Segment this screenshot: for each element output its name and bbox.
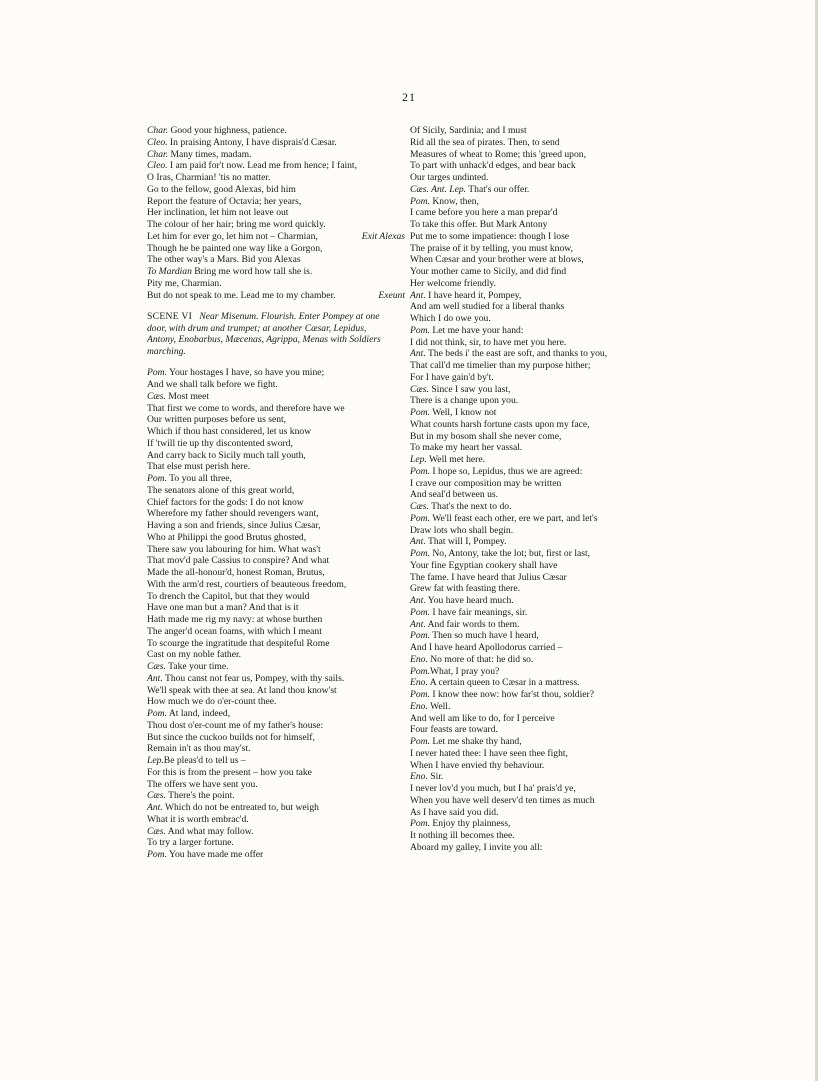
verse-line — [147, 532, 397, 544]
verse-line — [410, 313, 672, 325]
speaker-name: Pom. — [410, 465, 430, 477]
line-text: Bring me word how tall she is. — [191, 266, 313, 277]
verse-line — [147, 438, 397, 450]
line-text: Then so much have I heard, — [429, 630, 539, 642]
verse-line — [147, 779, 397, 791]
verse-line — [147, 732, 397, 744]
verse-line — [410, 513, 672, 525]
line-text: In praising Antony, I have disprais'd Cæsar. — [167, 136, 337, 148]
line-text: Let me shake thy hand, — [429, 736, 522, 747]
speaker-name: Cæs. — [410, 383, 429, 395]
line-text: I crave our composition may be written — [410, 477, 562, 489]
verse-line — [147, 450, 397, 462]
line-text: To try a larger fortune. — [147, 837, 234, 849]
speaker-name: Pom. — [147, 473, 167, 484]
line-text: Rid all the sea of pirates. Then, to send — [410, 136, 560, 148]
line-text: To make my heart her vassal. — [410, 442, 523, 454]
line-text: Of Sicily, Sardinia; and I must — [410, 125, 527, 136]
verse-line — [147, 579, 397, 591]
verse-line — [410, 431, 672, 443]
speech-block — [147, 125, 397, 231]
line-text: Thou dost o'er-count me of my father's house: — [147, 719, 324, 731]
line-text: Let him for ever go, let him not – Charmian, — [147, 230, 318, 242]
verse-line — [147, 172, 397, 184]
line-text: I came before you here a man prepar'd — [410, 207, 558, 219]
verse-line — [410, 442, 672, 454]
line-text: Know, then, — [429, 195, 479, 207]
verse-line — [410, 149, 672, 161]
verse-line — [410, 630, 672, 642]
speaker-name: Ant. — [147, 802, 163, 813]
line-text: Four feasts are toward. — [410, 724, 498, 736]
line-text: Which do not be entreated to, but weigh — [162, 802, 319, 813]
verse-line — [410, 360, 672, 372]
line-text: What it is worth embrac'd. — [147, 813, 249, 825]
verse-line — [410, 384, 672, 396]
line-text: The colour of her hair; bring me word quickly. — [147, 219, 326, 230]
verse-line — [410, 525, 672, 537]
line-text: No more of that: he did so. — [427, 653, 534, 665]
verse-line — [147, 403, 397, 415]
line-text: No, Antony, take the lot; but, first or last, — [429, 548, 591, 559]
verse-line — [410, 689, 672, 701]
line-text: Our written purposes before us sent, — [147, 414, 287, 426]
verse-line — [147, 278, 397, 290]
verse-line — [147, 497, 397, 509]
speaker-name: Pom. — [410, 736, 430, 747]
scene-label: SCENE VI — [147, 311, 193, 323]
line-text: The other way's a Mars. Bid you Alexas — [147, 254, 301, 266]
verse-line — [410, 231, 672, 243]
line-text: Put me to some impatience: though I lose — [410, 230, 570, 242]
verse-line — [410, 348, 672, 360]
verse-line — [410, 607, 672, 619]
speech-block — [147, 243, 397, 290]
verse-line — [410, 219, 672, 231]
speech-block — [147, 367, 397, 861]
exit-line — [147, 230, 405, 243]
speaker-name: Cæs. — [147, 661, 166, 672]
line-text: Made the all-honour'd, honest Roman, Brutus, — [147, 567, 325, 578]
line-text: Your fine Egyptian cookery shall have — [410, 559, 558, 571]
line-text: With the arm'd rest, courtiers of beauteous freedom, — [147, 578, 347, 590]
line-text: Thou canst not fear us, Pompey, with thy sails. — [162, 672, 345, 684]
line-text: Remain in't as thou may'st. — [147, 743, 251, 755]
line-text: When Cæsar and your brother were at blows, — [410, 254, 584, 266]
line-text: Have one man but a man? And that is it — [147, 602, 299, 614]
line-text: You have made me offer — [166, 849, 264, 860]
verse-line — [147, 379, 397, 391]
verse-line — [147, 461, 397, 473]
line-text: Aboard my galley, I invite you all: — [410, 841, 543, 853]
line-text: Hath made me rig my navy: at whose burthen — [147, 614, 323, 625]
speaker-name: Eno. — [410, 653, 428, 665]
speaker-name: Cleo. — [147, 136, 168, 148]
speaker-name: Eno. — [410, 700, 428, 712]
speaker-name: Ant. — [410, 536, 426, 548]
verse-line — [410, 595, 672, 607]
line-text: Go to the fellow, good Alexas, bid him — [147, 183, 296, 195]
verse-line — [147, 149, 397, 161]
speaker-name: Pom. — [147, 708, 167, 719]
speaker-name: Eno. — [410, 771, 428, 783]
verse-line — [147, 567, 397, 579]
line-text: There's the point. — [165, 790, 235, 802]
verse-line — [147, 243, 397, 255]
speaker-name: Pom. — [410, 665, 430, 677]
line-text: Having a son and friends, since Julius Cæsar, — [147, 520, 321, 531]
verse-line — [147, 826, 397, 838]
speaker-name: Cæs. — [147, 825, 166, 837]
speaker-name: Cæs. — [147, 390, 166, 402]
line-text: The beds i' the east are soft, and thanks to you, — [425, 348, 608, 360]
line-text: If 'twill tie up thy discontented sword, — [147, 437, 293, 449]
speaker-name: Char. — [147, 148, 169, 160]
line-text: Well met here. — [426, 454, 485, 465]
verse-line — [410, 160, 672, 172]
verse-line — [147, 802, 397, 814]
speaker-name: Pom. — [410, 512, 430, 524]
verse-line — [410, 489, 672, 501]
verse-line — [410, 548, 672, 560]
spacer — [147, 301, 397, 311]
verse-line — [410, 677, 672, 689]
line-text: The senators alone of this great world, — [147, 484, 295, 496]
scene-heading — [147, 311, 397, 357]
line-text: Draw lots who shall begin. — [410, 524, 514, 536]
speaker-name: Ant. — [410, 348, 426, 360]
verse-line — [147, 184, 397, 196]
line-text: There is a change upon you. — [410, 395, 519, 407]
line-text: At land, indeed, — [166, 708, 231, 719]
line-text: Her inclination, let him not leave out — [147, 207, 289, 219]
line-text: Her welcome friendly. — [410, 277, 496, 289]
line-text: I did not think, sir, to have met you here. — [410, 336, 567, 348]
line-text: Good your highness, patience. — [168, 125, 287, 136]
line-text: Well, I know not — [429, 407, 497, 418]
scene-direction: Near Misenum. Flourish. Enter Pompey at one door, with drum and trumpet; at another Cæsar, Lepidus, Antony, Enobarbus, Mæcenas, Agrippa, Menas with Soldiers marching. — [147, 311, 381, 357]
line-text: Report the feature of Octavia; her years, — [147, 195, 302, 207]
verse-line — [147, 790, 397, 802]
verse-line — [410, 842, 672, 854]
line-text: I know thee now: how far'st thou, soldier? — [429, 689, 594, 700]
line-text: What counts harsh fortune casts upon my face, — [410, 418, 590, 430]
line-text: Your mother came to Sicily, and did find — [410, 266, 567, 277]
line-text: Who at Philippi the good Brutus ghosted, — [147, 531, 307, 543]
line-text: You have heard much. — [425, 595, 514, 606]
line-text: To drench the Capitol, but that they would — [147, 590, 310, 602]
verse-line — [410, 301, 672, 313]
left-column — [147, 125, 405, 861]
speech-block — [410, 125, 672, 854]
verse-line — [147, 414, 397, 426]
line-text: Which if thou hast considered, let us know — [147, 426, 312, 437]
line-text: For this is from the present – how you take — [147, 766, 312, 778]
verse-line — [410, 501, 672, 513]
line-text: And we shall talk before we fight. — [147, 379, 278, 390]
page-number: 21 — [402, 90, 416, 104]
verse-line — [147, 743, 397, 755]
speaker-name: Cæs. — [410, 501, 429, 512]
verse-line — [410, 783, 672, 795]
verse-line — [147, 649, 397, 661]
line-text: We'll feast each other, ere we part, and let's — [429, 512, 598, 524]
verse-line — [410, 125, 672, 137]
verse-line — [410, 795, 672, 807]
line-text: Pity me, Charmian. — [147, 277, 222, 289]
line-text: O Iras, Charmian! 'tis no matter. — [147, 172, 271, 183]
verse-line — [147, 837, 397, 849]
line-text: Many times, madam. — [168, 148, 252, 160]
verse-line — [147, 555, 397, 567]
speaker-name: Eno. — [410, 677, 428, 689]
verse-line — [410, 325, 672, 337]
line-text: But since the cuckoo builds not for himself, — [147, 731, 315, 743]
speaker-name: Pom. — [410, 195, 430, 207]
stage-direction: Exeunt — [378, 289, 405, 301]
verse-line — [410, 243, 672, 255]
line-text: I never lov'd you much, but I ha' prais'd ye, — [410, 783, 576, 794]
verse-line — [410, 254, 672, 266]
verse-line — [410, 478, 672, 490]
verse-line — [410, 654, 672, 666]
speaker-name: Pom. — [410, 407, 430, 418]
speaker-name: Lep. — [147, 755, 164, 766]
line-text: Enjoy thy plainness, — [429, 818, 511, 830]
line-text: Sir. — [427, 771, 444, 783]
line-text: When I have envied thy behaviour. — [410, 759, 545, 771]
line-text: To part with unhack'd edges, and bear back — [410, 160, 576, 172]
line-text: To take this offer. But Mark Antony — [410, 219, 548, 230]
line-text: It nothing ill becomes thee. — [410, 830, 515, 841]
line-text: Be pleas'd to tell us – — [163, 755, 246, 766]
line-text: There saw you labouring for him. What was't — [147, 543, 321, 555]
line-text: For I have gain'd by't. — [410, 371, 494, 383]
speaker-name: To Mardian — [147, 266, 192, 277]
line-text: And seal'd between us. — [410, 489, 499, 501]
line-text: A certain queen to Cæsar in a mattress. — [427, 677, 580, 689]
verse-line — [147, 638, 397, 650]
verse-line — [147, 266, 397, 278]
verse-line — [410, 466, 672, 478]
line-text: That's our offer. — [466, 183, 530, 195]
verse-line — [410, 137, 672, 149]
verse-line — [147, 602, 397, 614]
line-text: That else must perish here. — [147, 461, 251, 473]
line-text: And what may follow. — [165, 825, 254, 837]
speaker-name: Pom. — [410, 689, 430, 700]
line-text: To scourge the ingratitude that despiteful Rome — [147, 637, 330, 649]
verse-line — [147, 391, 397, 403]
line-text: That mov'd pale Cassius to conspire? And what — [147, 555, 330, 567]
line-text: I am paid for't now. Lead me from hence; I faint, — [167, 160, 357, 172]
verse-line — [410, 278, 672, 290]
line-text: Though he be painted one way like a Gorgon, — [147, 242, 323, 254]
verse-line — [147, 544, 397, 556]
verse-line — [410, 701, 672, 713]
verse-line — [147, 708, 397, 720]
verse-line — [410, 419, 672, 431]
verse-line — [147, 520, 397, 532]
line-text: Measures of wheat to Rome; this 'greed upon, — [410, 148, 586, 160]
line-text: Which I do owe you. — [410, 313, 491, 324]
verse-line — [410, 407, 672, 419]
line-text: Since I saw you last, — [428, 383, 511, 395]
verse-line — [410, 724, 672, 736]
verse-line — [147, 160, 397, 172]
verse-line — [147, 720, 397, 732]
speaker-name: Pom. — [410, 548, 430, 559]
verse-line — [147, 125, 397, 137]
line-text: That will I, Pompey. — [425, 536, 507, 548]
speaker-name: Cleo. — [147, 160, 168, 172]
verse-line — [147, 426, 397, 438]
exeunt-line — [147, 289, 405, 302]
verse-line — [410, 572, 672, 584]
verse-line — [147, 485, 397, 497]
speaker-name: Pom. — [410, 630, 430, 642]
verse-line — [410, 771, 672, 783]
verse-line — [410, 172, 672, 184]
line-text: As I have said you did. — [410, 806, 499, 818]
line-text: Our targes undinted. — [410, 172, 489, 183]
line-text: Chief factors for the gods: I do not know — [147, 496, 304, 508]
verse-line — [410, 736, 672, 748]
line-text: How much we do o'er-count thee. — [147, 696, 277, 708]
line-text: That call'd me timelier than my purpose hither; — [410, 360, 591, 371]
verse-line — [147, 614, 397, 626]
verse-line — [147, 814, 397, 826]
verse-line — [410, 196, 672, 208]
verse-line — [147, 591, 397, 603]
verse-line — [147, 254, 397, 266]
verse-line — [147, 137, 397, 149]
verse-line — [147, 767, 397, 779]
verse-line — [410, 395, 672, 407]
verse-line — [147, 508, 397, 520]
verse-line — [410, 818, 672, 830]
line-text: The anger'd ocean foams, with which I meant — [147, 625, 322, 637]
verse-line — [410, 760, 672, 772]
right-column — [410, 125, 672, 854]
verse-line — [147, 473, 397, 485]
speaker-name: Pom. — [410, 324, 430, 336]
speaker-name: Char. — [147, 125, 169, 136]
speaker-name: Pom. — [410, 606, 430, 618]
line-text: Most meet — [165, 390, 210, 402]
line-text: Take your time. — [165, 661, 229, 672]
verse-line — [147, 696, 397, 708]
verse-line — [410, 807, 672, 819]
line-text: And carry back to Sicily much tall youth, — [147, 449, 306, 461]
verse-line — [410, 536, 672, 548]
verse-line — [410, 372, 672, 384]
verse-line — [410, 337, 672, 349]
speaker-name: Cæs. — [147, 790, 166, 802]
stage-direction: Exit Alexas — [361, 230, 405, 242]
line-text: I hope so, Lepidus, thus we are agreed: — [429, 465, 583, 477]
line-text: But do not speak to me. Lead me to my chamber. — [147, 289, 336, 301]
spacer — [147, 357, 397, 367]
line-text: Your hostages I have, so have you mine; — [166, 367, 325, 379]
line-text: I have fair meanings, sir. — [429, 606, 528, 618]
verse-line — [147, 661, 397, 673]
speaker-name: Ant. — [410, 289, 426, 301]
line-text: The offers we have sent you. — [147, 778, 258, 790]
line-text: When you have well deserv'd ten times as much — [410, 794, 595, 806]
verse-line — [147, 685, 397, 697]
speaker-name: Pom. — [147, 367, 167, 379]
speaker-name: Cæs. Ant. Lep. — [410, 183, 467, 195]
line-text: Let me have your hand: — [429, 324, 524, 336]
verse-line — [147, 196, 397, 208]
speaker-name: Ant. — [147, 672, 163, 684]
speaker-name: Ant. — [410, 595, 426, 606]
line-text: I have heard it, Pompey, — [425, 289, 522, 301]
verse-line — [147, 626, 397, 638]
line-text: That first we come to words, and therefore have we — [147, 402, 345, 414]
verse-line — [410, 207, 672, 219]
line-text: I never hated thee: I have seen thee fight, — [410, 747, 568, 759]
speaker-name: Pom. — [410, 818, 430, 830]
line-text: Cast on my noble father. — [147, 649, 242, 661]
line-text: That's the next to do. — [428, 501, 512, 512]
line-text: Well. — [427, 700, 451, 712]
verse-line — [410, 583, 672, 595]
verse-line — [147, 755, 397, 767]
verse-line — [410, 290, 672, 302]
line-text: And well am like to do, for I perceive — [410, 712, 555, 724]
verse-line — [410, 619, 672, 631]
line-text: The fame. I have heard that Julius Cæsar — [410, 571, 567, 583]
speaker-name: Lep. — [410, 454, 427, 465]
speaker-name: Pom. — [147, 849, 167, 860]
line-text: Wherefore my father should revengers want, — [147, 508, 319, 520]
verse-line — [410, 713, 672, 725]
line-text: What, I pray you? — [429, 665, 500, 677]
line-text: And fair words to them. — [425, 618, 520, 630]
line-text: Grew fat with feasting there. — [410, 583, 521, 595]
verse-line — [410, 830, 672, 842]
verse-line — [147, 219, 397, 231]
verse-line — [147, 367, 397, 379]
verse-line — [410, 184, 672, 196]
line-text: And I have heard Apollodorus carried – — [410, 642, 563, 653]
verse-line — [410, 266, 672, 278]
verse-line — [410, 560, 672, 572]
verse-line — [410, 666, 672, 678]
verse-line — [147, 207, 397, 219]
verse-line — [147, 849, 397, 861]
verse-line — [410, 748, 672, 760]
verse-line — [410, 642, 672, 654]
speaker-name: Ant. — [410, 618, 426, 630]
line-text: To you all three, — [166, 473, 232, 484]
verse-line — [410, 454, 672, 466]
line-text: But in my bosom shall she never come, — [410, 430, 562, 442]
line-text: We'll speak with thee at sea. At land thou know'st — [147, 684, 337, 696]
verse-line — [147, 673, 397, 685]
line-text: And am well studied for a liberal thanks — [410, 301, 565, 313]
line-text: The praise of it by telling, you must know, — [410, 242, 573, 254]
